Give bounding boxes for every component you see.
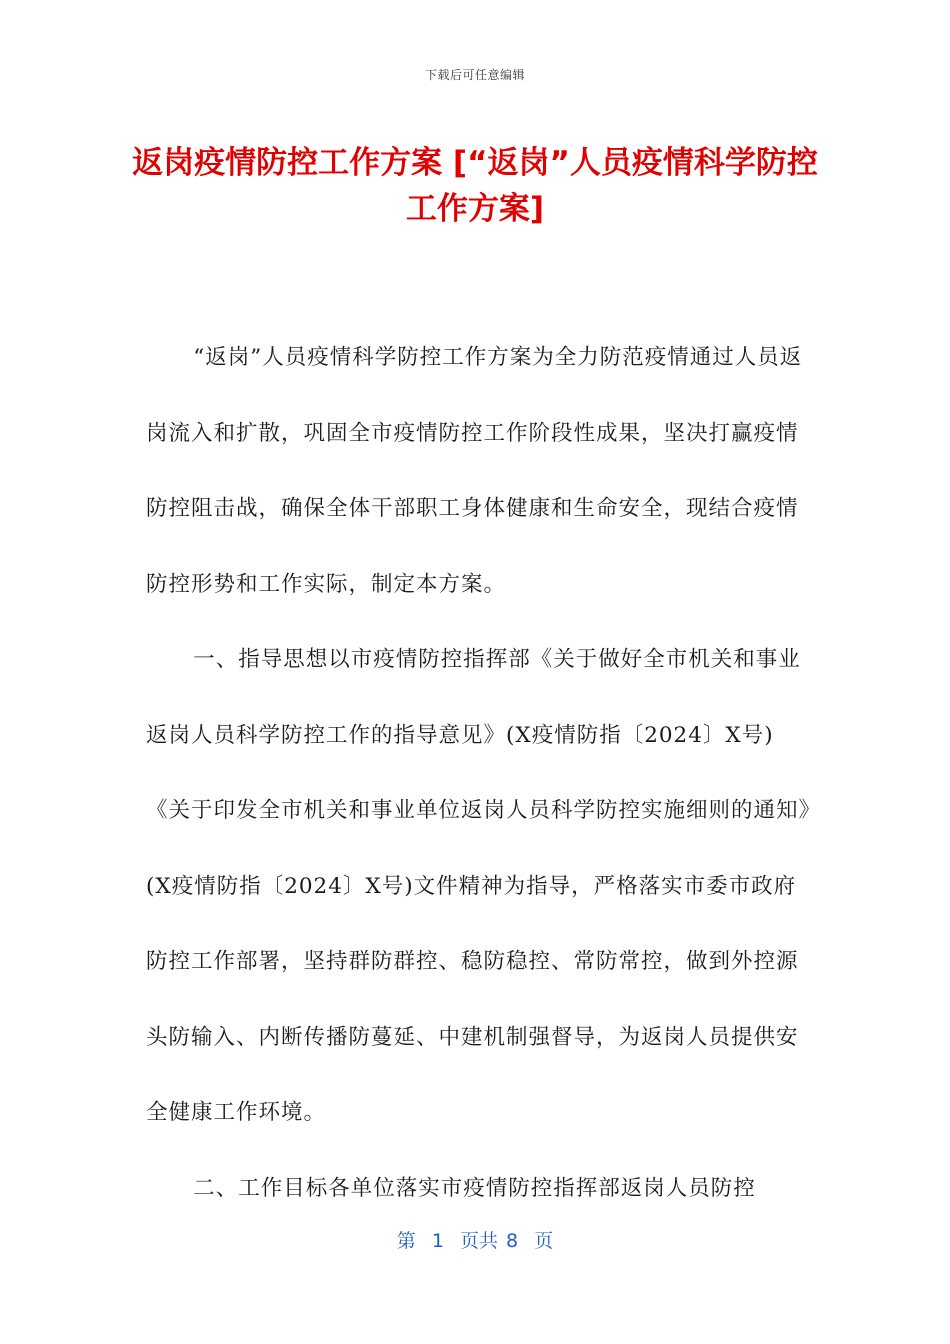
paragraph-guiding-ideology: 一、指导思想以市疫情防控指挥部《关于做好全市机关和事业返岗人员科学防控工作的指导意见》(X疫情防指〔2024〕X号)《关于印发全市机关和事业单位返岗人员科学防控实施细则的通知》(X疫情防指〔2024〕X号)文件精神为指导，严格落实市委市政府防控工作部署，坚持群防群控、稳防稳控、常防常控，做到外控源头防输入、内断传播防蔓延、中建机制强督导，为返岗人员提供安全健康工作环境。 <box>146 647 811 1125</box>
document-title: 返岗疫情防控工作方案 [“返岗”人员疫情科学防控工作方案] <box>132 145 818 227</box>
page-indicator: 第 1 页共 8 页 <box>396 1230 554 1252</box>
paragraph-intro: “返岗”人员疫情科学防控工作方案为全力防范疫情通过人员返岗流入和扩散，巩固全市疫情防控工作阶段性成果，坚决打赢疫情防控阻击战，确保全体干部职工身体健康和生命安全，现结合疫情防控形势和工作实际，制定本方案。 <box>146 345 803 597</box>
header-note: 下载后可任意编辑 <box>424 68 525 82</box>
paragraph-work-goals: 二、工作目标各单位落实市疫情防控指挥部返岗人员防控 <box>193 1175 756 1201</box>
document-body <box>146 320 816 1226</box>
